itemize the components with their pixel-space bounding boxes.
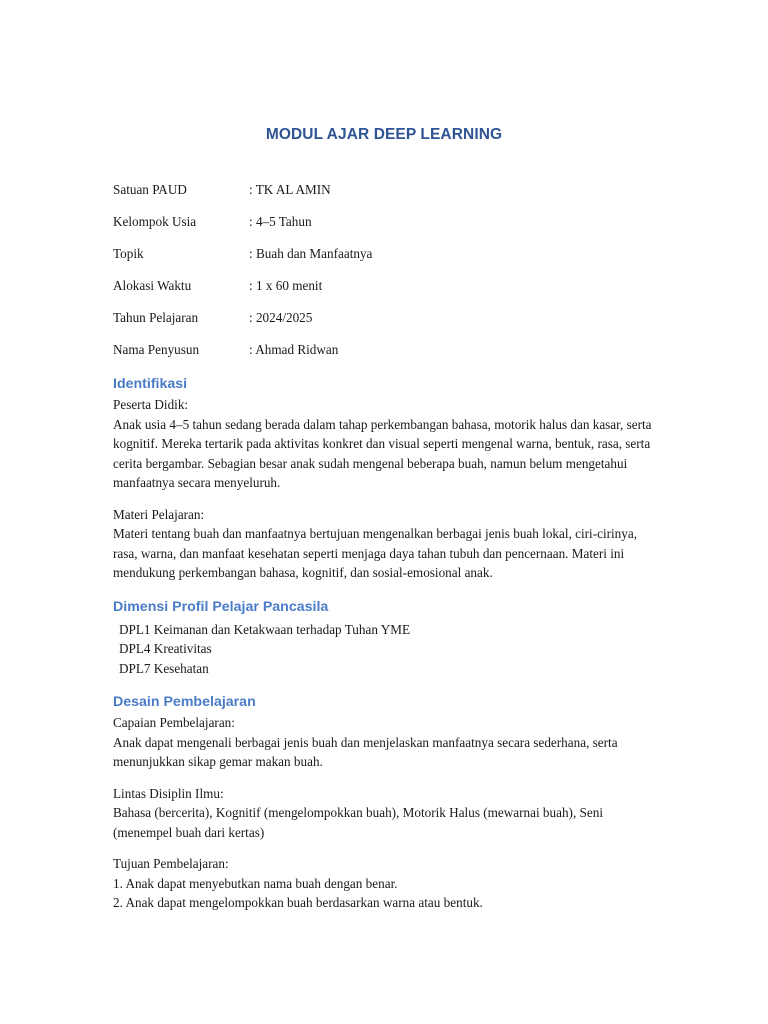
peserta-didik-text: Anak usia 4–5 tahun sedang berada dalam tahap perkembangan bahasa, motorik halus dan kasar, serta kognitif. Mereka tertarik pada aktivitas konkret dan visual seperti mengenal warna, bentuk, rasa, serta cerita bergambar. Sebagian besar anak sudah mengenal beberapa buah, namun belum mengetahui manfaatnya secara menyeluruh. bbox=[113, 416, 652, 490]
info-key: Alokasi Waktu bbox=[113, 278, 192, 293]
dimensi-list bbox=[119, 620, 658, 679]
info-row-satuan bbox=[113, 180, 673, 212]
section-dimensi-profil bbox=[113, 596, 658, 679]
info-value: : Buah dan Manfaatnya bbox=[249, 246, 373, 261]
info-value: : 2024/2025 bbox=[249, 310, 313, 325]
peserta-didik-label: Peserta Didik: bbox=[113, 397, 189, 412]
info-value: : 4–5 Tahun bbox=[249, 214, 312, 229]
info-row-alokasi-waktu bbox=[113, 276, 673, 308]
info-key: Kelompok Usia bbox=[113, 214, 197, 229]
info-row-kelompok-usia bbox=[113, 212, 673, 244]
list-item: 1. Anak dapat menyebutkan nama buah dengan benar. bbox=[113, 875, 398, 891]
lintas-disiplin-label: Lintas Disiplin Ilmu: bbox=[113, 785, 224, 801]
info-key: Tahun Pelajaran bbox=[113, 310, 199, 325]
list-item: 2. Anak dapat mengelompokkan buah berdasarkan warna atau bentuk. bbox=[113, 895, 483, 910]
info-key: Satuan PAUD bbox=[113, 182, 187, 197]
info-value: : 1 x 60 menit bbox=[249, 278, 323, 293]
info-value: : TK AL AMIN bbox=[249, 182, 331, 197]
section-heading: Identifikasi bbox=[113, 376, 188, 392]
document-title: MODUL AJAR DEEP LEARNING bbox=[265, 126, 503, 143]
capaian-label: Capaian Pembelajaran: bbox=[113, 715, 235, 730]
materi-pelajaran-label: Materi Pelajaran: bbox=[113, 506, 205, 522]
info-key: Topik bbox=[113, 246, 144, 261]
list-item: DPL7 Kesehatan bbox=[119, 660, 209, 676]
lintas-disiplin-text: Bahasa (bercerita), Kognitif (mengelompokkan buah), Motorik Halus (mewarnai buah), Seni (menempel buah dari kertas) bbox=[113, 805, 603, 840]
document-body bbox=[113, 373, 658, 913]
info-row-tahun-pelajaran bbox=[113, 308, 673, 340]
section-heading: Dimensi Profil Pelajar Pancasila bbox=[113, 598, 329, 615]
info-row-topik bbox=[113, 244, 673, 276]
section-heading: Desain Pembelajaran bbox=[113, 694, 256, 710]
section-identifikasi bbox=[113, 373, 658, 583]
capaian-text: Anak dapat mengenali berbagai jenis buah dan menjelaskan manfaatnya secara sederhana, serta menunjukkan sikap gemar makan buah. bbox=[113, 734, 618, 769]
info-key: Nama Penyusun bbox=[113, 342, 200, 357]
tujuan-label: Tujuan Pembelajaran: bbox=[113, 856, 229, 871]
materi-pelajaran-text: Materi tentang buah dan manfaatnya bertujuan mengenalkan berbagai jenis buah lokal, ciri-cirinya, rasa, warna, dan manfaat kesehatan seperti menjaga daya tahan tubuh dan pencernaan. Materi ini mendukung perkembangan bahasa, kognitif, dan sosial-emosional anak. bbox=[113, 526, 637, 580]
list-item: DPL1 Keimanan dan Ketakwaan terhadap Tuhan YME bbox=[119, 621, 411, 637]
list-item: DPL4 Kreativitas bbox=[119, 641, 212, 656]
info-value: : Ahmad Ridwan bbox=[249, 342, 339, 357]
info-table bbox=[113, 180, 673, 372]
info-row-nama-penyusun bbox=[113, 340, 673, 372]
section-desain-pembelajaran bbox=[113, 691, 658, 913]
